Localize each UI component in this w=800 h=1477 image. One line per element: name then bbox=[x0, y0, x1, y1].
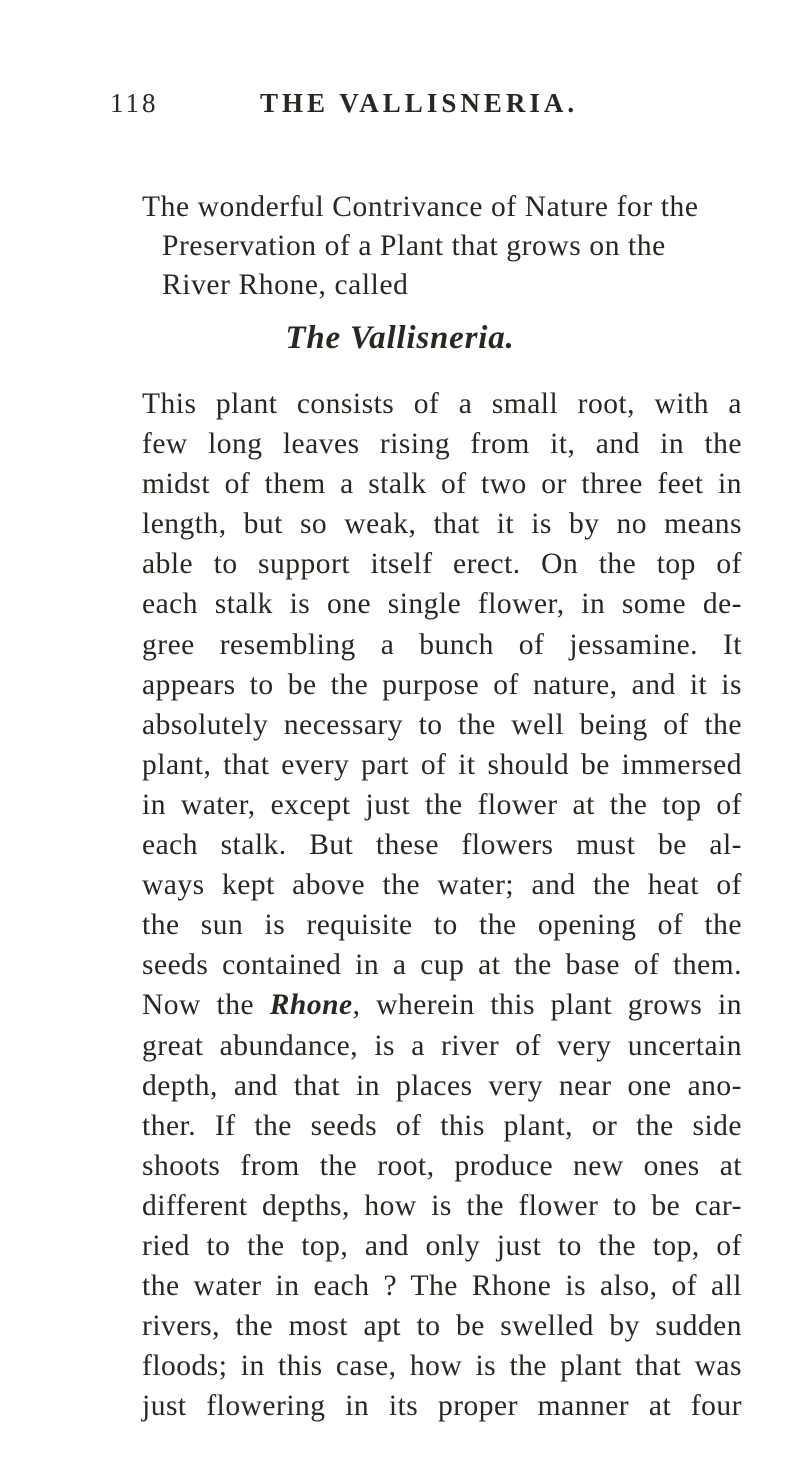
text-line: able to support itself erect. On the top of bbox=[142, 548, 742, 581]
text-line: depth, and that in places very near one ano- bbox=[142, 1069, 742, 1102]
intro-line: Preservation of a Plant that grows on the bbox=[162, 230, 666, 262]
text-line: ried to the top, and only just to the top, of bbox=[142, 1229, 742, 1262]
text-line: length, but so weak, that it is by no means bbox=[142, 508, 742, 541]
text-line: different depths, how is the flower to be car- bbox=[142, 1189, 742, 1222]
running-head bbox=[110, 88, 750, 128]
text-line: seeds contained in a cup at the base of them. bbox=[142, 949, 742, 982]
text-line: rivers, the most apt to be swelled by sudden bbox=[142, 1310, 742, 1343]
text-line: midst of them a stalk of two or three feet in bbox=[142, 468, 742, 501]
body-paragraph bbox=[142, 384, 742, 1426]
text-line: the sun is requisite to the opening of the bbox=[142, 909, 742, 942]
text-line: each stalk. But these flowers must be al- bbox=[142, 829, 742, 862]
section-intro bbox=[142, 188, 742, 305]
text-line: floods; in this case, how is the plant that was bbox=[142, 1350, 742, 1383]
text-line: in water, except just the flower at the top of bbox=[142, 788, 742, 821]
text-line: ways kept above the water; and the heat of bbox=[142, 869, 742, 902]
text-line: shoots from the root, produce new ones at bbox=[142, 1149, 742, 1182]
italic-rhone: Rhone bbox=[269, 989, 353, 1022]
text-line: each stalk is one single flower, in some de- bbox=[142, 588, 742, 621]
text-line: absolutely necessary to the well being of the bbox=[142, 708, 742, 741]
text-line: This plant consists of a small root, with a bbox=[142, 388, 742, 420]
intro-line: The wonderful Contrivance of Nature for the bbox=[142, 191, 699, 223]
page-number: 118 bbox=[110, 88, 159, 118]
text-line: ther. If the seeds of this plant, or the side bbox=[142, 1109, 742, 1142]
text-line: appears to be the purpose of nature, and it is bbox=[142, 668, 742, 701]
text-line: great abundance, is a river of very uncertain bbox=[142, 1029, 742, 1062]
running-title: THE VALLISNERIA. bbox=[260, 88, 579, 118]
text-line: gree resembling a bunch of jessamine. It bbox=[142, 628, 742, 661]
section-heading: The Vallisneria. bbox=[285, 320, 515, 356]
text-line: few long leaves rising from it, and in the bbox=[142, 428, 742, 461]
text-line: just flowering in its proper manner at four bbox=[142, 1390, 742, 1423]
intro-line: River Rhone, called bbox=[162, 269, 409, 301]
text-line: plant, that every part of it should be immersed bbox=[142, 748, 742, 781]
text-line: the water in each ? The Rhone is also, of all bbox=[142, 1270, 742, 1303]
text-line: Now the Rhone, wherein this plant grows in bbox=[142, 989, 742, 1022]
